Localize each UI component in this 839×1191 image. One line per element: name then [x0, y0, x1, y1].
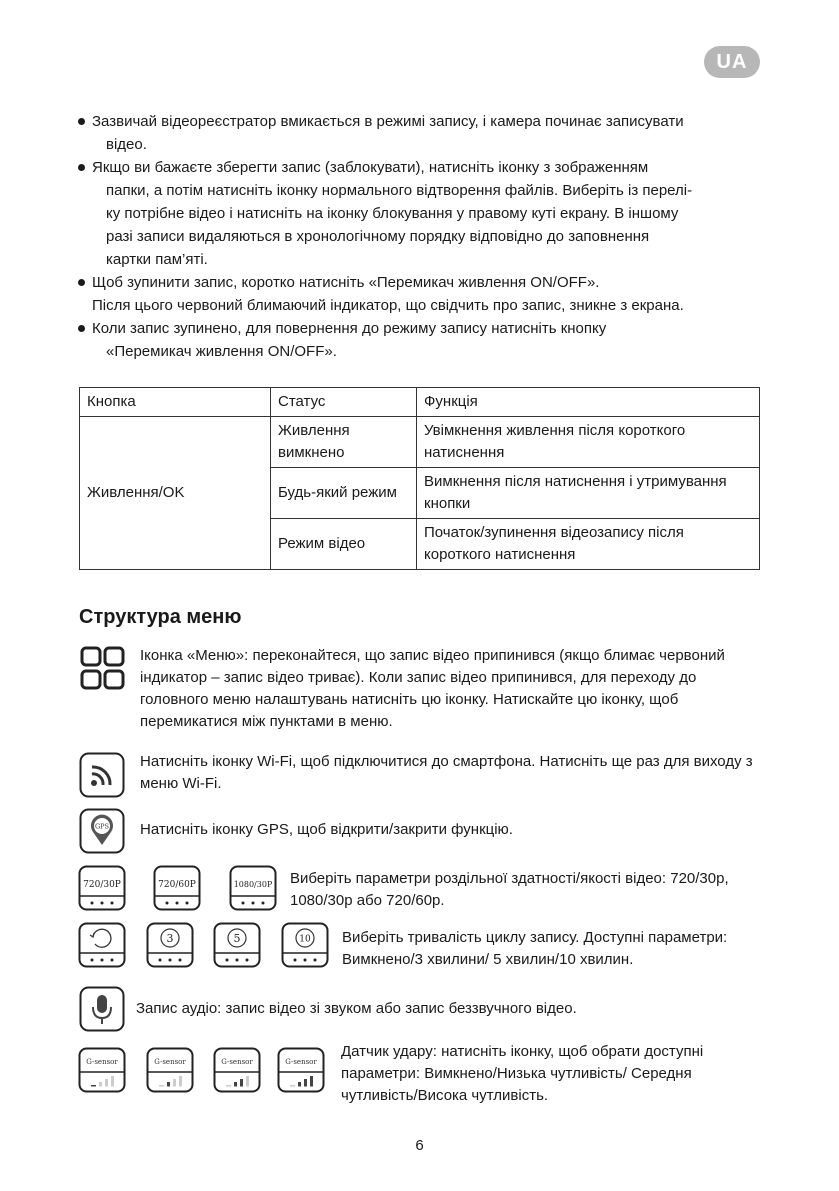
table-row: [80, 417, 760, 468]
page-number: 6: [415, 1137, 424, 1154]
loop-label: 5: [233, 932, 241, 945]
resolution-720-30p-icon: [78, 865, 126, 911]
gsensor-medium-icon: [213, 1047, 261, 1093]
gsensor-low-icon: [146, 1047, 194, 1093]
bullet-dot: [78, 279, 85, 286]
loop-3min-icon: [146, 922, 194, 968]
res-label: 1080/30P: [233, 880, 273, 889]
bullet-line: ку потрібне відео і натисніть на іконку блокування у правому куті екрану. В іншому: [106, 205, 679, 222]
cell-status: Будь-який режим: [271, 468, 417, 519]
bullet-list: [78, 110, 768, 363]
bullet-line: Зазвичай відеореєстратор вмикається в режимі запису, і камера починає записувати: [92, 113, 684, 130]
loop-10min-icon: [281, 922, 329, 968]
resolution-1080-30p-icon: [229, 865, 277, 911]
cell-status: Режим відео: [271, 519, 417, 570]
resolution-description: Виберіть параметри роздільної здатності/якості відео: 720/30p, 1080/30p або 720/60p.: [290, 870, 729, 909]
cell-function: Увімкнення живлення після короткого натиснення: [417, 417, 760, 468]
gsensor-off-icon: [78, 1047, 126, 1093]
bullet-line: Коли запис зупинено, для повернення до режиму запису натисніть кнопку: [92, 320, 607, 337]
gsensor-label: G-sensor: [221, 1058, 253, 1066]
cell-button: Живлення/OK: [80, 417, 271, 570]
loop-off-icon: [78, 922, 126, 968]
bullet-line: папки, а потім натисніть іконку нормального відтворення файлів. Виберіть із перелі-: [106, 182, 693, 199]
gps-description: Натисніть іконку GPS, щоб відкрити/закрити функцію.: [140, 821, 513, 838]
language-badge: UA: [704, 46, 760, 78]
header-status: Статус: [271, 388, 417, 417]
wifi-icon: [79, 752, 125, 798]
wifi-description: Натисніть іконку Wi-Fi, щоб підключитися до смартфона. Натисніть ще раз для виходу з меню Wi-Fi.: [140, 753, 753, 792]
bullet-line: Якщо ви бажаєте зберегти запис (заблокувати), натисніть іконку з зображенням: [92, 159, 649, 176]
bullet-item: [78, 110, 768, 156]
gsensor-description: Датчик удару: натисніть іконку, щоб обрати доступні параметри: Вимкнено/Низька чутливість/ Середня чутливість/Висока чутливість.: [341, 1043, 704, 1104]
loop-description: Виберіть тривалість циклу запису. Доступні параметри: Вимкнено/3 хвилини/ 5 хвилин/10 хвилин.: [342, 929, 728, 968]
menu-description: Іконка «Меню»: переконайтеся, що запис відео припинився (якщо блимає червоний індикатор – запис відео триває). Коли запис відео припинився, для переходу до головного меню налаштувань натисніть цю іконку. Натискайте цю іконку, щоб перемикатися між пунктами в меню.: [140, 647, 725, 730]
cell-function: Вимкнення після натиснення і утримування кнопки: [417, 468, 760, 519]
gsensor-label: G-sensor: [154, 1058, 186, 1066]
bullet-line: разі записи видаляються в хронологічному порядку відповідно до заповнення: [106, 228, 650, 245]
bullet-line: картки пам’яті.: [106, 251, 208, 268]
menu-icon: [80, 646, 126, 690]
cell-status: Живлення вимкнено: [271, 417, 417, 468]
section-title: Структура меню: [79, 606, 242, 628]
bullet-line: Щоб зупинити запис, коротко натисніть «Перемикач живлення ON/OFF».: [92, 274, 600, 291]
button-function-table: [79, 387, 760, 570]
bullet-line: «Перемикач живлення ON/OFF».: [106, 343, 337, 360]
gsensor-high-icon: [277, 1047, 325, 1093]
bullet-dot: [78, 164, 85, 171]
bullet-dot: [78, 118, 85, 125]
table-header-row: [80, 388, 760, 417]
header-button: Кнопка: [80, 388, 271, 417]
res-label: 720/60P: [158, 880, 196, 890]
gsensor-label: G-sensor: [285, 1058, 317, 1066]
bullet-extra-line: Після цього червоний блимаючий індикатор, що свідчить про запис, зникне з екрана.: [92, 297, 684, 314]
cell-function: Початок/зупинення відеозапису після короткого натиснення: [417, 519, 760, 570]
bullet-item: [78, 317, 768, 363]
loop-label: 3: [166, 932, 174, 945]
bullet-item: [78, 156, 768, 271]
gsensor-label: G-sensor: [86, 1058, 118, 1066]
bullet-item: [78, 271, 768, 317]
bullet-line: відео.: [106, 136, 147, 153]
microphone-icon: [79, 986, 125, 1032]
header-function: Функція: [417, 388, 760, 417]
audio-description: Запис аудіо: запис відео зі звуком або запис беззвучного відео.: [136, 1000, 577, 1017]
resolution-720-60p-icon: [153, 865, 201, 911]
res-label: 720/30P: [83, 880, 121, 890]
loop-5min-icon: [213, 922, 261, 968]
gps-icon: [79, 808, 125, 854]
loop-label: 10: [299, 934, 311, 945]
bullet-dot: [78, 325, 85, 332]
gps-icon-label: GPS: [94, 822, 110, 831]
